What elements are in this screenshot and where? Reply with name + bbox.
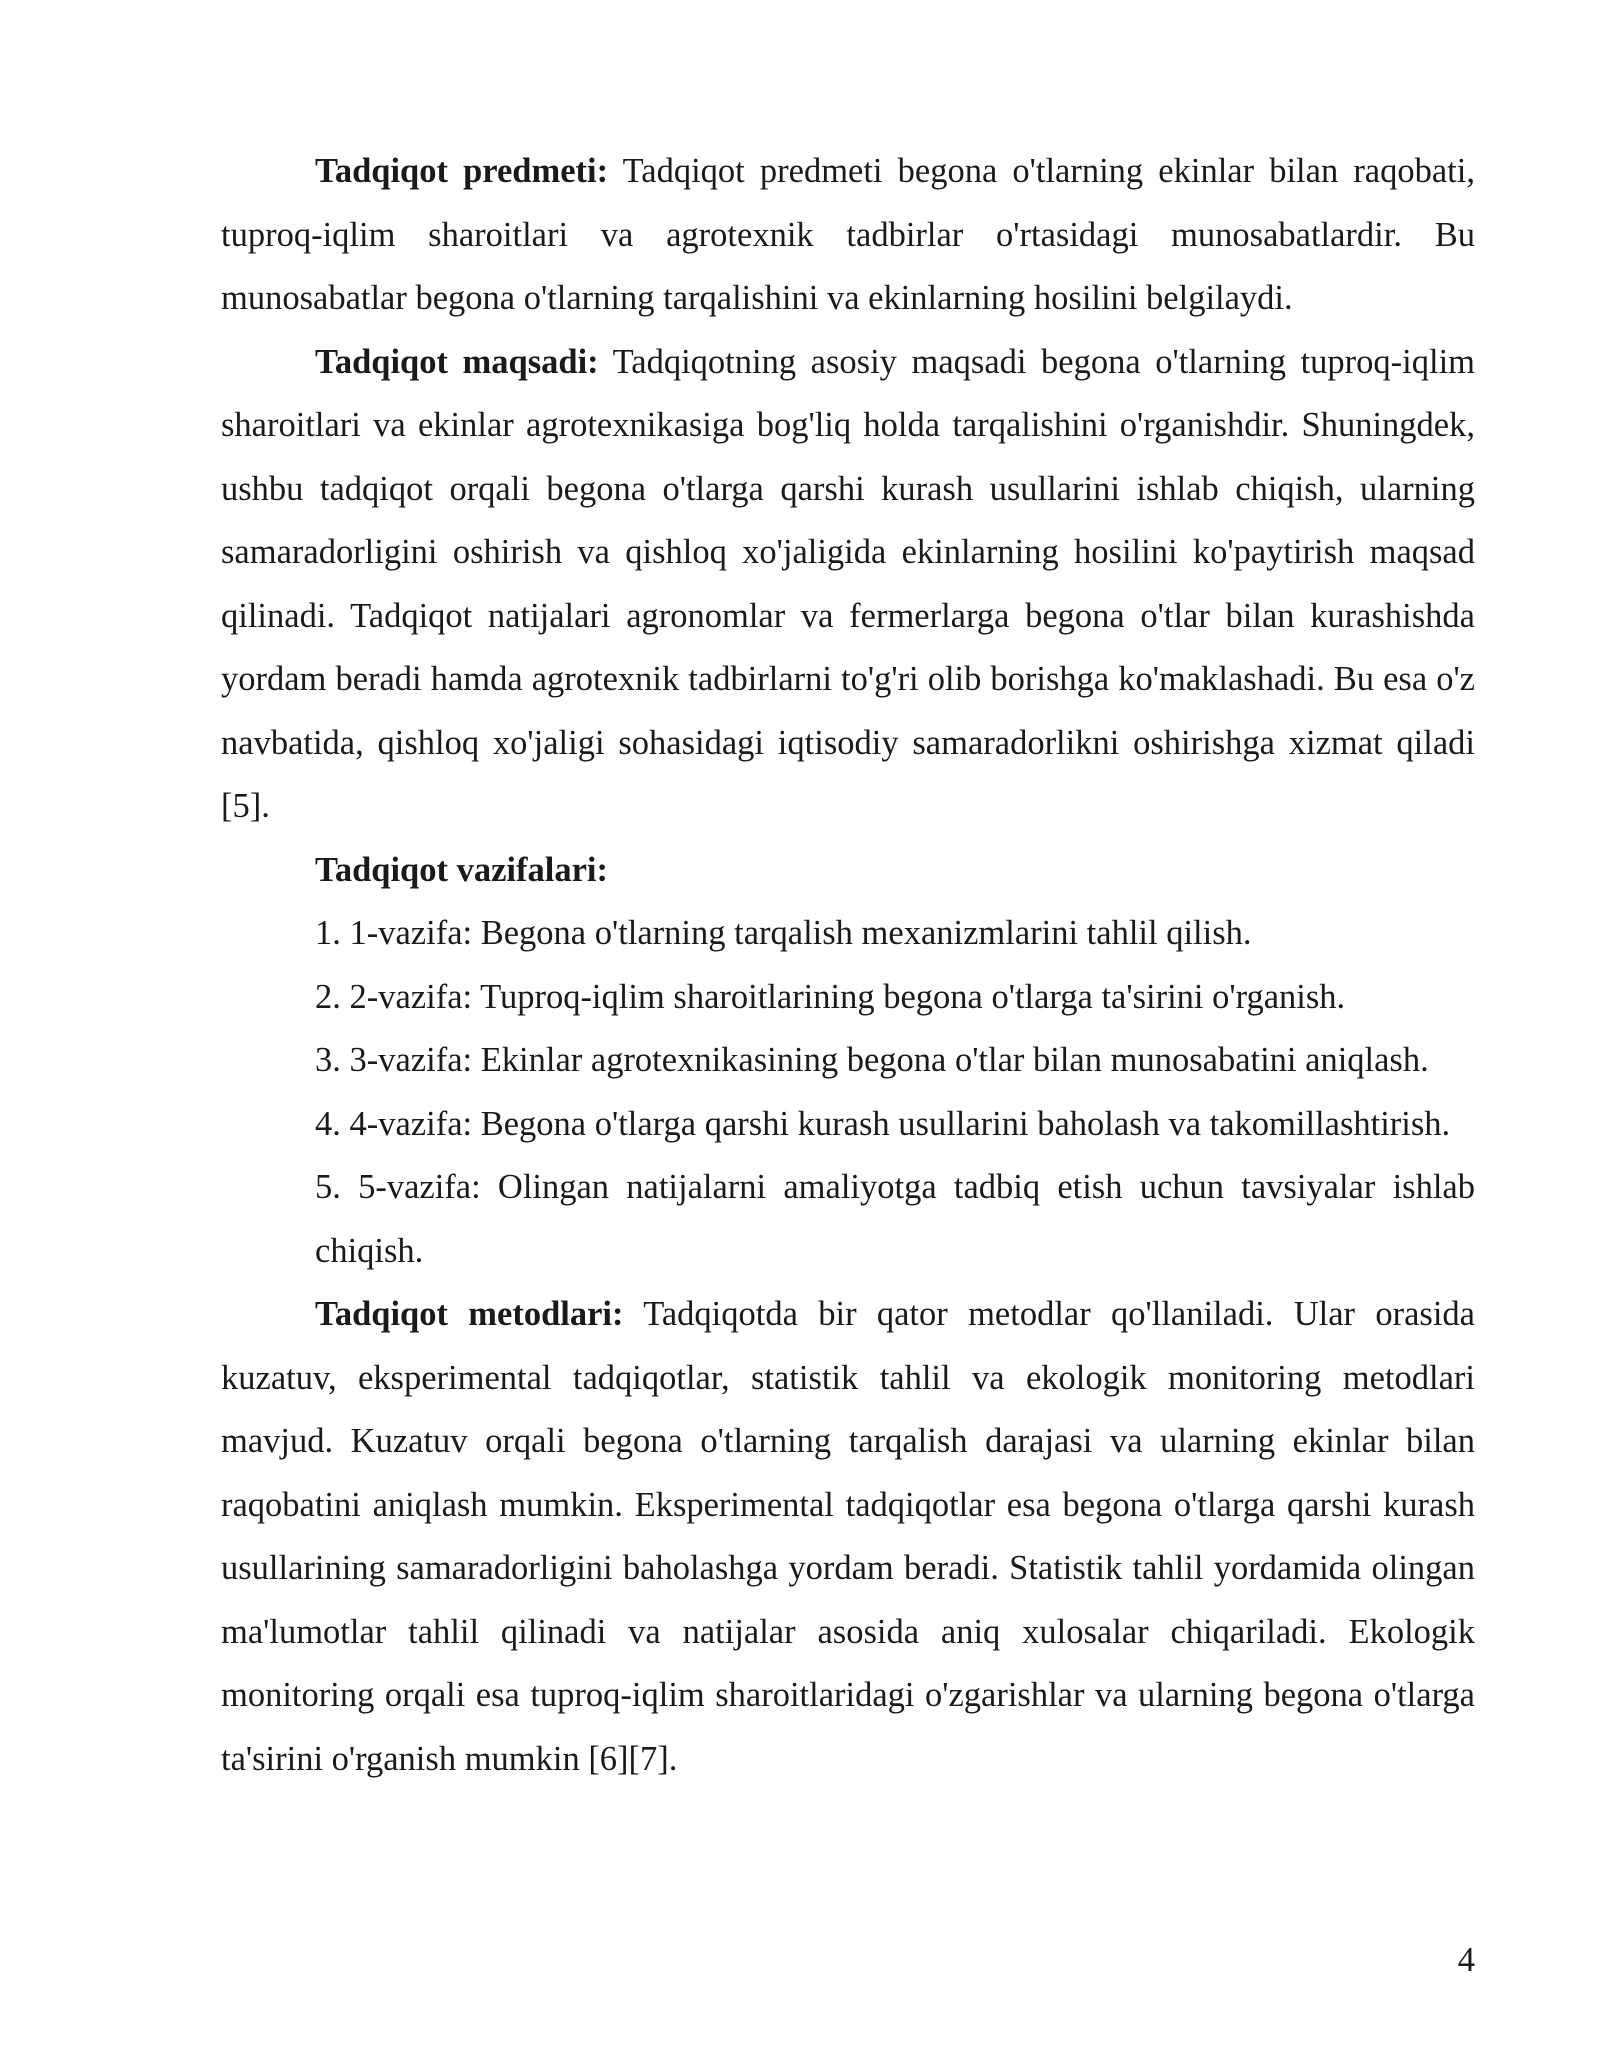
task-item-1: 1. 1-vazifa: Begona o'tlarning tarqalish mexanizmlarini tahlil qilish. (315, 914, 1252, 952)
task-item-5: 5. 5-vazifa: Olingan natijalarni amaliyotga tadbiq etish uchun tavsiyalar ishlab chiqish. (315, 1168, 1475, 1270)
text-methods: Tadqiqotda bir qator metodlar qo'llaniladi. Ular orasida kuzatuv, eksperimental tadqiqotlar, statistik tahlil va ekologik monitoring metodlari mavjud. Kuzatuv orqali begona o'tlarning tarqalish darajasi va ularning ekinlar bilan raqobatini aniqlash mumkin. Eksperimental tadqiqotlar esa begona o'tlarga qarshi kurash usullarining samaradorligini baholashga yordam beradi. Statistik tahlil yordamida olingan ma'lumotlar tahlil qilinadi va natijalar asosida aniq xulosalar chiqariladi. Ekologik monitoring orqali esa tuproq-iqlim sharoitlaridagi o'zgarishlar va ularning begona o'tlarga ta'sirini o'rganish mumkin [6][7]. (221, 1295, 1475, 1778)
page-number: 4 (1457, 1941, 1475, 1979)
task-item-3: 3. 3-vazifa: Ekinlar agrotexnikasining begona o'tlar bilan munosabatini aniqlash. (315, 1041, 1429, 1079)
paragraph-subject (221, 140, 1475, 331)
text-subject: Tadqiqot predmeti begona o'tlarning ekinlar bilan raqobati, tuproq-iqlim sharoitlari va agrotexnik tadbirlar o'rtasidagi munosabatlardir. Bu munosabatlar begona o'tlarning tarqalishini va ekinlarning hosilini belgilaydi. (221, 152, 1475, 317)
paragraph-tasks-heading (221, 839, 1475, 903)
heading-subject: Tadqiqot predmeti: (315, 152, 609, 190)
document-body (221, 140, 1475, 1791)
heading-goal: Tadqiqot maqsadi: (315, 342, 599, 381)
paragraph-methods (221, 1283, 1475, 1791)
task-item-4: 4. 4-vazifa: Begona o'tlarga qarshi kurash usullarini baholash va takomillashtirish. (315, 1104, 1451, 1143)
task-item-2: 2. 2-vazifa: Tuproq-iqlim sharoitlarining begona o'tlarga ta'sirini o'rganish. (315, 977, 1346, 1016)
heading-tasks: Tadqiqot vazifalari: (315, 850, 608, 889)
text-goal: Tadqiqotning asosiy maqsadi begona o'tlarning tuproq-iqlim sharoitlari va ekinlar agrotexnikasiga bog'liq holda tarqalishini o'rganishdir. Shuningdek, ushbu tadqiqot orqali begona o'tlarga qarshi kurash usullarini ishlab chiqish, ularning samaradorligini oshirish va qishloq xo'jaligida ekinlarning hosilini ko'paytirish maqsad qilinadi. Tadqiqot natijalari agronomlar va fermerlarga begona o'tlar bilan kurashishda yordam beradi hamda agrotexnik tadbirlarni to'g'ri olib borishga ko'maklashadi. Bu esa o'z navbatida, qishloq xo'jaligi sohasidagi iqtisodiy samaradorlikni oshirishga xizmat qiladi [5]. (221, 342, 1475, 825)
paragraph-goal (221, 331, 1475, 839)
heading-methods: Tadqiqot metodlari: (315, 1295, 624, 1333)
